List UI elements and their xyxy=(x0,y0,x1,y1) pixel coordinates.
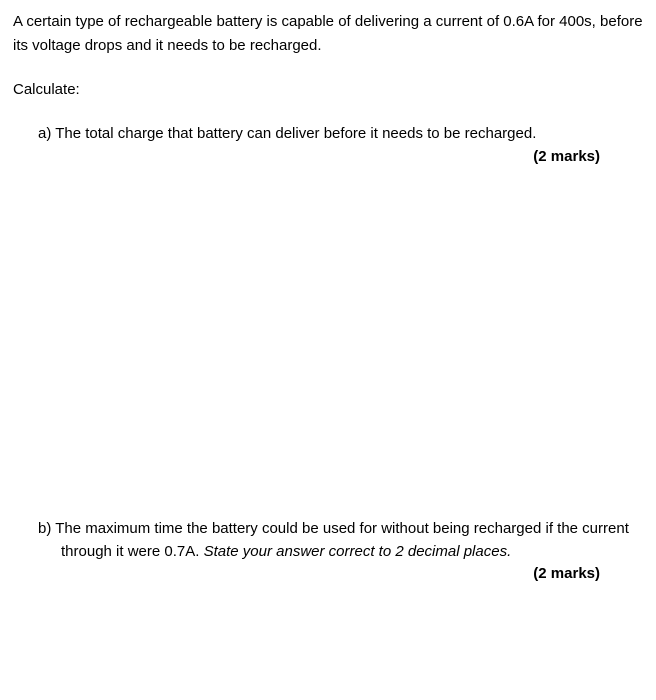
part-b-line2-plain: through it were 0.7A. xyxy=(61,543,200,560)
part-b-line1: b) The maximum time the battery could be used for without being recharged if the current xyxy=(38,520,629,537)
calculate-label: Calculate: xyxy=(13,81,80,98)
part-b-line2-instruction: State your answer correct to 2 decimal places. xyxy=(203,543,512,560)
question-intro: A certain type of rechargeable battery is capable of delivering a current of 0.6A for 400s, before its voltage drops and it needs to be recharged. xyxy=(13,13,643,54)
part-a-marks: (2 marks) xyxy=(533,148,600,165)
part-b-question xyxy=(38,517,638,563)
part-b-marks: (2 marks) xyxy=(533,565,600,582)
part-b-line2 xyxy=(38,540,638,563)
part-a-question: a) The total charge that battery can deliver before it needs to be recharged. xyxy=(38,125,537,142)
